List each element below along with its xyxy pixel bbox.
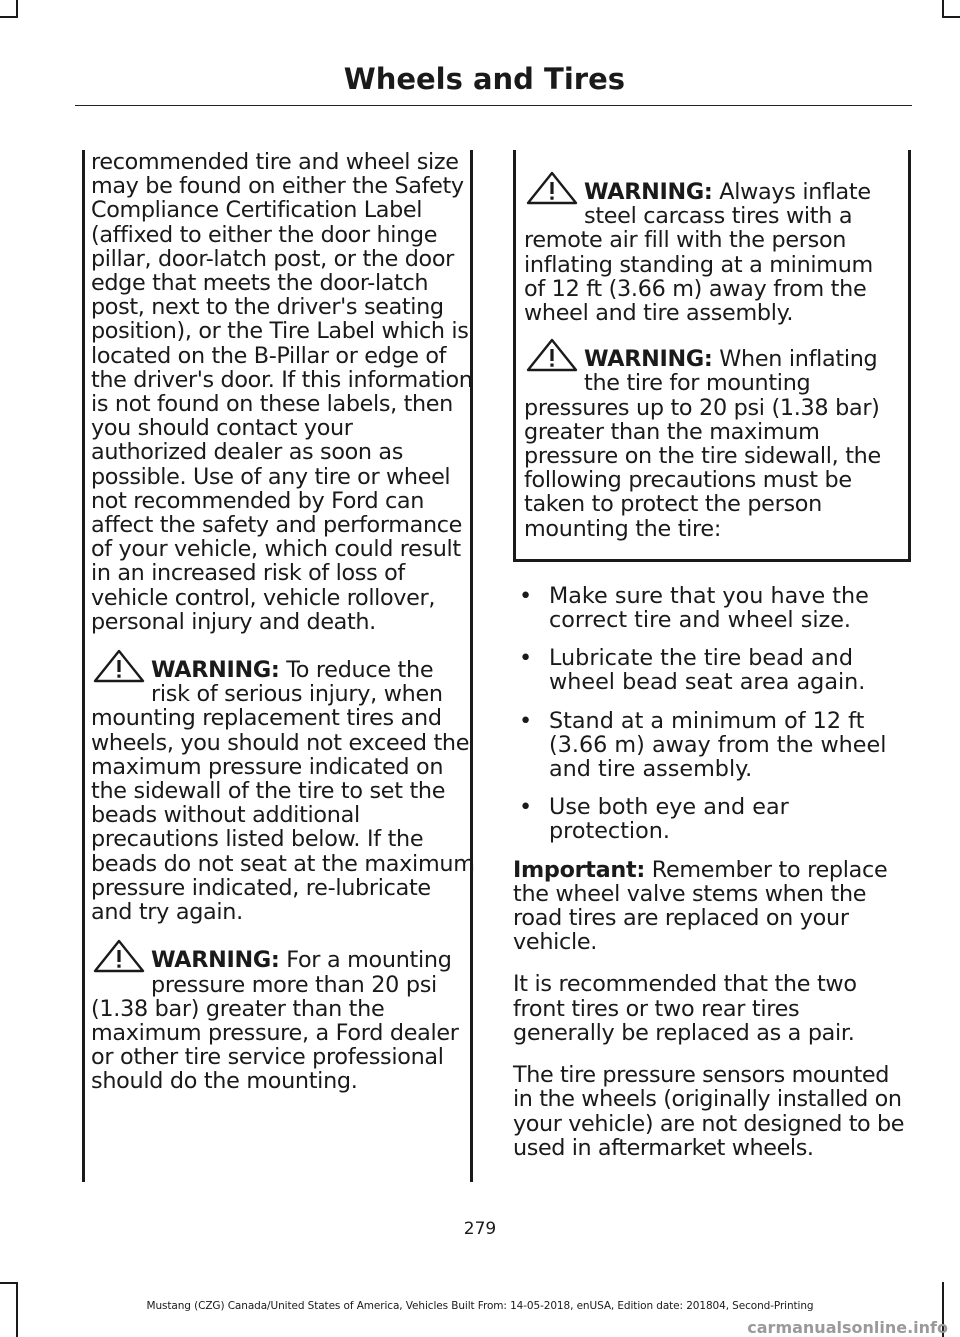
paragraph: The tire pressure sensors mounted in the wheels (originally installed on your vehicle) are not designed to be used in aftermarket wheels. [513, 1062, 905, 1161]
warning-triangle-icon [91, 648, 147, 684]
warning-text: When inflating the tire for mounting pressures up to 20 psi (1.38 bar) greater than the maximum pressure on the tire sidewall, the following precautions must be taken to protect the person mounting the tire: [524, 346, 881, 542]
header-rule [75, 105, 912, 106]
warning-block [524, 180, 900, 325]
warning-block [91, 948, 475, 1093]
warning-text: For a mounting pressure more than 20 psi (1.38 bar) greater than the maximum pressure, a Ford dealer or other tire service professional should do the mounting. [91, 947, 459, 1095]
list-item-text: Make sure that you have the correct tire and wheel size. [549, 582, 869, 634]
bullet-marker: • [519, 707, 533, 734]
list-item [513, 646, 905, 694]
warning-triangle-icon [524, 337, 580, 373]
bullet-marker: • [519, 794, 533, 821]
important-note [513, 858, 905, 955]
list-item [513, 709, 905, 782]
crop-mark-bottom-left-h [0, 1282, 18, 1284]
warning-triangle-icon [91, 938, 147, 974]
left-column [75, 150, 475, 1094]
warning-label: WARNING: [151, 657, 280, 684]
list-item-text: Stand at a minimum of 12 ft (3.66 m) away from the wheel and tire assembly. [549, 707, 887, 783]
warning-block [524, 347, 900, 541]
page-number: 279 [463, 1219, 497, 1239]
warning-text: To reduce the risk of serious injury, when mounting replacement tires and wheels, you should not exceed the maximum pressure indicated on the sidewall of the tire to set the beads without additional precautions listed below. If the beads do not seat at the maximum pressure indicated, re-lubricate and try again. [91, 657, 475, 926]
list-item [513, 795, 905, 843]
warning-triangle-icon [524, 170, 580, 206]
list-item-text: Use both eye and ear protection. [549, 794, 789, 845]
warning-label: WARNING: [584, 346, 713, 373]
important-text: Remember to replace the wheel valve stems when the road tires are replaced on your vehicle. [513, 856, 888, 956]
page-title: Wheels and Tires [343, 62, 625, 96]
warning-box [513, 150, 911, 562]
bullet-marker: • [519, 645, 533, 672]
warning-label: WARNING: [151, 947, 280, 974]
paragraph: It is recommended that the two front tires or two rear tires generally be replaced as a pair. [513, 971, 857, 1046]
warning-block [91, 658, 475, 924]
crop-mark-top-left-h [0, 16, 18, 18]
footer-text: Mustang (CZG) Canada/United States of America, Vehicles Built From: 14-05-2018, enUSA, Edition date: 201804, Second-Printing [146, 1300, 814, 1312]
bullet-marker: • [519, 582, 533, 609]
precaution-list [513, 584, 905, 844]
list-item-text: Lubricate the tire bead and wheel bead seat area again. [549, 645, 866, 696]
list-item [513, 584, 905, 632]
warning-label: WARNING: [584, 179, 713, 205]
right-column [513, 150, 905, 1160]
watermark: carmanualsonline.info [747, 1318, 948, 1337]
warning-text: Always inflate steel carcass tires with a remote air fill with the person inflating standing at a minimum of 12 ft (3.66 m) away from the wheel and tire assembly. [524, 179, 873, 327]
important-label: Important: [513, 856, 645, 883]
intro-paragraph: recommended tire and wheel size may be found on either the Safety Compliance Certification Label (affixed to either the door hinge pillar, door-latch post, or the door edge that meets the door-latch post, next to the driver's seating position), or the Tire Label which is located on the B-Pillar or edge of the driver's door. If this information is not found on these labels, then you should contact your authorized dealer as soon as possible. Use of any tire or wheel not recommended by Ford can affect the safety and performance of your vehicle, which could result in an increased risk of loss of vehicle control, vehicle rollover, personal injury and death. [91, 149, 473, 635]
crop-mark-top-right-h [942, 16, 960, 18]
